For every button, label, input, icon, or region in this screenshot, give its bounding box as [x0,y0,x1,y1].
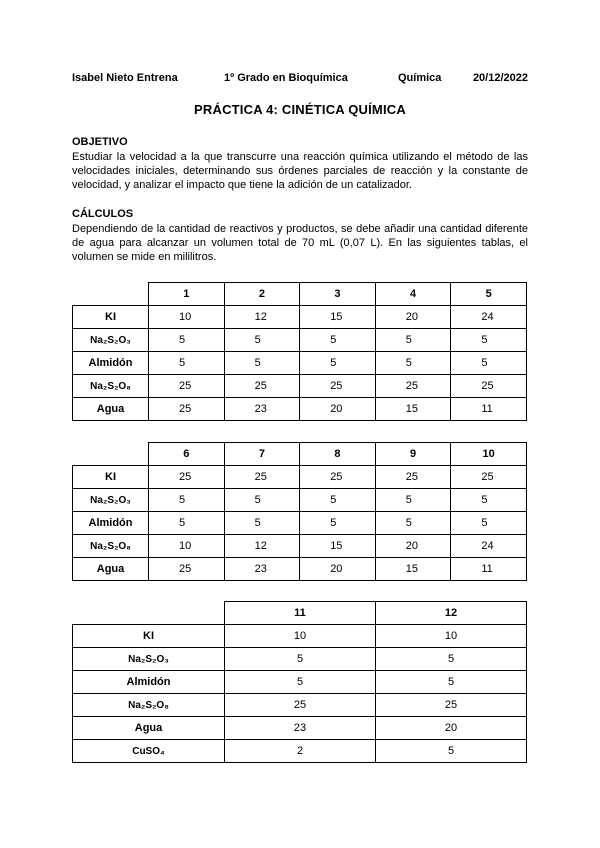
table-cell: 5 [451,512,527,535]
table-cell: 5 [300,329,376,352]
table-cell: 5 [376,740,527,763]
column-header: 8 [300,443,376,466]
table-cell: 5 [149,329,225,352]
column-header: 9 [375,443,451,466]
column-header: 2 [224,283,300,306]
row-label: Na₂S₂O₃ [73,329,149,352]
table-row [73,558,527,581]
table-row [73,740,527,763]
table-cell: 24 [451,306,527,329]
table-cell: 5 [300,512,376,535]
document-date: 20/12/2022 [472,72,528,84]
subject-name: Química [398,72,442,84]
table-row [73,329,527,352]
table-row [73,535,527,558]
column-header: 10 [451,443,527,466]
table-row [73,694,527,717]
objetivo-text: Estudiar la velocidad a la que transcurre una reacción química utilizando el método de las velocidades iniciales, determinando sus órdenes parciales de reacción y la constante de velocidad, y analizar el impacto que tiene la adición de un catalizador. [72,151,528,191]
objetivo-section [72,136,528,192]
table-cell: 25 [376,694,527,717]
table-cell: 15 [375,558,451,581]
page-title: PRÁCTICA 4: CINÉTICA QUÍMICA [194,102,406,117]
table-cell: 5 [375,489,451,512]
table-row [73,625,527,648]
table-cell: 2 [225,740,376,763]
table-cell: 5 [225,671,376,694]
table-cell: 23 [225,717,376,740]
table-row [73,398,527,421]
volume-table-3 [72,601,527,763]
row-label: Almidón [73,671,225,694]
table-row [73,466,527,489]
calculos-section [72,208,528,264]
table-header-row [73,443,527,466]
column-header: 5 [451,283,527,306]
row-label: Agua [73,717,225,740]
row-label: Na₂S₂O₈ [73,694,225,717]
table-corner [73,602,225,625]
table-cell: 23 [224,558,300,581]
column-header: 3 [300,283,376,306]
table-cell: 10 [225,625,376,648]
row-label: Almidón [73,512,149,535]
table-cell: 25 [224,375,300,398]
table-cell: 23 [224,398,300,421]
row-label: Na₂S₂O₈ [73,535,149,558]
row-label: KI [73,466,149,489]
table-cell: 5 [225,648,376,671]
table-cell: 5 [451,352,527,375]
table-cell: 5 [149,352,225,375]
table-cell: 25 [375,466,451,489]
table-cell: 20 [300,558,376,581]
table-row [73,306,527,329]
row-label: Almidón [73,352,149,375]
table-cell: 20 [376,717,527,740]
table-cell: 24 [451,535,527,558]
table-cell: 15 [300,535,376,558]
column-header: 7 [224,443,300,466]
table-cell: 11 [451,558,527,581]
table-cell: 25 [149,375,225,398]
course-name: 1º Grado en Bioquímica [224,72,348,84]
table-row [73,489,527,512]
table-cell: 5 [376,671,527,694]
row-label: Na₂S₂O₃ [73,489,149,512]
row-label: KI [73,625,225,648]
table-row [73,512,527,535]
table-cell: 25 [300,375,376,398]
table-row [73,375,527,398]
column-header: 11 [225,602,376,625]
table-cell: 5 [375,329,451,352]
table-cell: 25 [149,398,225,421]
table-cell: 5 [149,512,225,535]
table-cell: 5 [149,489,225,512]
table-cell: 5 [224,329,300,352]
calculos-text: Dependiendo de la cantidad de reactivos y productos, se debe añadir una cantidad diferente de agua para alcanzar un volumen total de 70 mL (0,07 L). En las siguientes tablas, el volumen se mide en mililitros. [72,223,528,263]
table-cell: 25 [149,558,225,581]
table-cell: 15 [300,306,376,329]
row-label: Na₂S₂O₃ [73,648,225,671]
table-cell: 5 [300,489,376,512]
row-label: Agua [73,398,149,421]
row-label: KI [73,306,149,329]
volume-table-1 [72,282,527,421]
table-cell: 25 [225,694,376,717]
table-cell: 5 [375,352,451,375]
table-cell: 20 [375,535,451,558]
objetivo-heading: OBJETIVO [72,136,128,148]
table-cell: 25 [149,466,225,489]
row-label: CuSO₄ [73,740,225,763]
table-cell: 5 [451,489,527,512]
calculos-heading: CÁLCULOS [72,208,134,220]
table-cell: 5 [224,352,300,375]
column-header: 4 [375,283,451,306]
table-cell: 20 [375,306,451,329]
table-row [73,671,527,694]
column-header: 6 [149,443,225,466]
table-cell: 25 [224,466,300,489]
table-row [73,717,527,740]
table-cell: 20 [300,398,376,421]
table-cell: 25 [451,466,527,489]
table-cell: 10 [376,625,527,648]
column-header: 12 [376,602,527,625]
table-cell: 10 [149,306,225,329]
table-cell: 5 [451,329,527,352]
table-cell: 25 [375,375,451,398]
table-cell: 5 [224,512,300,535]
table-cell: 5 [375,512,451,535]
table-cell: 5 [224,489,300,512]
row-label: Na₂S₂O₈ [73,375,149,398]
table-cell: 10 [149,535,225,558]
table-cell: 15 [375,398,451,421]
column-header: 1 [149,283,225,306]
table-row [73,352,527,375]
table-row [73,648,527,671]
table-cell: 25 [300,466,376,489]
table-corner [73,283,149,306]
table-cell: 5 [300,352,376,375]
author-name: Isabel Nieto Entrena [72,72,178,84]
table-cell: 12 [224,306,300,329]
table-cell: 5 [376,648,527,671]
table-cell: 12 [224,535,300,558]
row-label: Agua [73,558,149,581]
document-header [72,72,528,86]
table-corner [73,443,149,466]
volume-table-2 [72,442,527,581]
table-header-row [73,283,527,306]
table-cell: 25 [451,375,527,398]
table-header-row [73,602,527,625]
table-cell: 11 [451,398,527,421]
